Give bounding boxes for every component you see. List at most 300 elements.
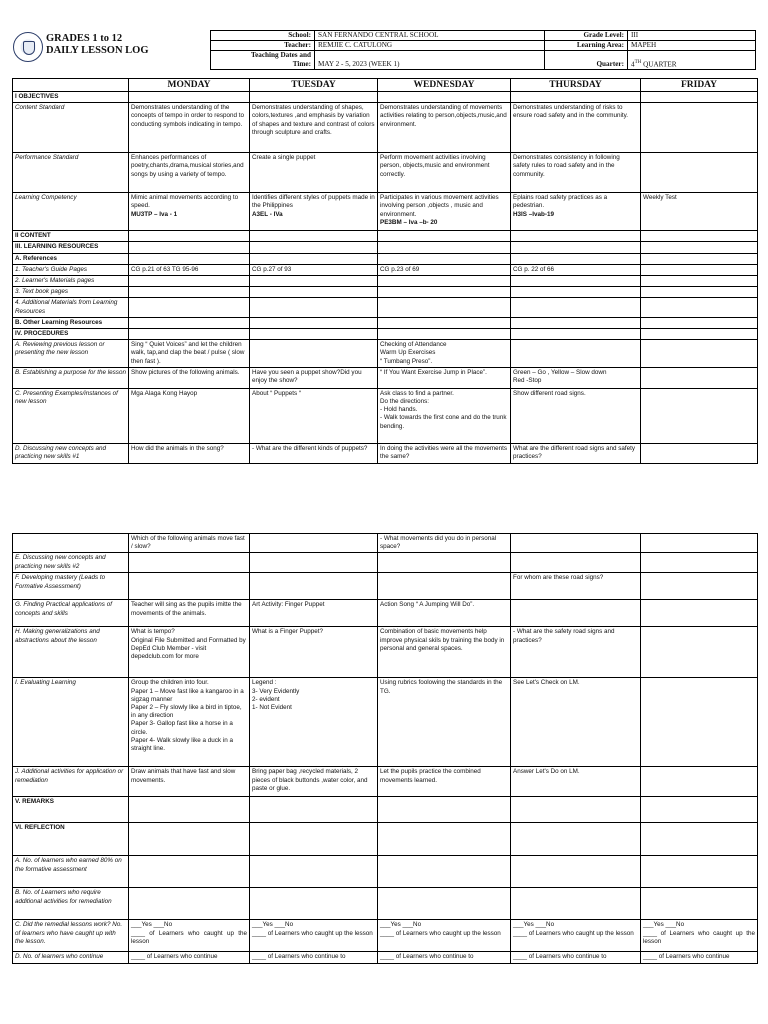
- cell-wednesday: [378, 242, 511, 253]
- cell-monday: [129, 856, 250, 888]
- table-row: [13, 276, 758, 287]
- table-row: [13, 573, 758, 600]
- competency-code: A3EL - IVa: [252, 210, 283, 218]
- cell-text: CG p. 22 of 66: [513, 265, 554, 273]
- cell-text: Art Activity: Finger Puppet: [252, 601, 325, 609]
- day-header-thursday: THURSDAY: [511, 79, 641, 92]
- cell-monday: [129, 298, 250, 317]
- cell-text: What is a Finger Puppet?: [252, 628, 324, 636]
- cell-text: CG p.27 of 93: [252, 265, 292, 273]
- cell-thursday: [511, 253, 641, 264]
- cell-text: Demonstrates consistency in following safety rules to road safety and in the community.: [513, 154, 620, 178]
- school-label: School:: [211, 31, 315, 41]
- dates-value: MAY 2 - 5, 2023 (WEEK 1): [315, 51, 545, 70]
- cell-text: Bring paper bag ,recycled materials, 2 pieces of black buttonds ,water color, and paste or glue.: [252, 768, 368, 792]
- table-row: [13, 287, 758, 298]
- cell-text: Demonstrates understanding of risks to ensure road safety and in the community.: [513, 104, 629, 120]
- cell-text: Legend : 3- Very Evidently 2- evident 1- Not Evident: [252, 679, 300, 712]
- cell-wednesday: [378, 823, 511, 856]
- school-value: SAN FERNANDO CENTRAL SCHOOL: [315, 31, 545, 41]
- row-label-g-finding-practical-applications-of-concepts-and-skills: G. Finding Practical applications of concepts and skills: [13, 600, 129, 627]
- row-label-b-no-of-learners-who-require-additional-activities-for-remediation: B. No. of Learners who require additional activities for remediation: [13, 888, 129, 920]
- row-label-j-additional-activities-for-application-or-remediation: J. Additional activities for application or remediation: [13, 767, 129, 797]
- cell-tuesday: [250, 298, 378, 317]
- cell-monday: [129, 823, 250, 856]
- cell-wednesday: [378, 317, 511, 328]
- teacher-value: REMJIE C. CATULONG: [315, 41, 545, 51]
- cell-text: Combination of basic movements help improve physical skils by training the body in personal and general spaces.: [380, 628, 505, 652]
- cell-monday: [129, 388, 250, 443]
- cell-wednesday: [378, 573, 511, 600]
- cell-friday: [641, 952, 758, 963]
- cell-friday: [641, 823, 758, 856]
- cell-monday: [129, 193, 250, 231]
- cell-monday: [129, 329, 250, 340]
- area-label: Learning Area:: [545, 41, 628, 51]
- cell-tuesday: [250, 340, 378, 368]
- cell-friday: [641, 534, 758, 553]
- row-label-4-additional-materials-from-learning-resources: 4. Additional Materials from Learning Resources: [13, 298, 129, 317]
- cell-text: Perform movement activities involving person, objects,music and environment correctly.: [380, 154, 490, 178]
- corner-cell: [13, 79, 129, 92]
- cell-text: Draw animals that have fast and slow movements.: [131, 768, 236, 784]
- cell-thursday: [511, 534, 641, 553]
- cell-text: Show different road signs.: [513, 389, 586, 397]
- cell-friday: [641, 767, 758, 797]
- cell-text: ____ of Learners who continue to: [380, 953, 474, 961]
- cell-tuesday: [250, 231, 378, 242]
- cell-wednesday: [378, 367, 511, 388]
- cell-thursday: [511, 823, 641, 856]
- cell-monday: [129, 153, 250, 193]
- cell-thursday: [511, 276, 641, 287]
- cell-text: For whom are these road signs?: [513, 574, 604, 582]
- cell-thursday: [511, 367, 641, 388]
- quarter-number: 4: [631, 60, 635, 68]
- cell-text: How did the animals in the song?: [131, 444, 224, 452]
- cell-monday: [129, 264, 250, 275]
- cell-thursday: [511, 317, 641, 328]
- cell-friday: [641, 153, 758, 193]
- cell-monday: [129, 678, 250, 767]
- cell-wednesday: [378, 553, 511, 573]
- cell-thursday: [511, 573, 641, 600]
- cell-friday: [641, 856, 758, 888]
- grade-value: III: [628, 31, 756, 41]
- cell-thursday: [511, 797, 641, 823]
- cell-thursday: [511, 231, 641, 242]
- competency-code: PE3BM – Iva –b- 20: [380, 218, 438, 226]
- cell-text: ____ of Learners who continue: [131, 953, 218, 961]
- row-label-d-discussing-new-concepts-and-practicing-new-skills-1: D. Discussing new concepts and practicing new skills #1: [13, 443, 129, 463]
- cell-friday: [641, 553, 758, 573]
- quarter-word: QUARTER: [643, 60, 677, 68]
- cell-friday: [641, 103, 758, 153]
- cell-thursday: [511, 767, 641, 797]
- day-header-monday: MONDAY: [129, 79, 250, 92]
- cell-tuesday: [250, 553, 378, 573]
- row-label-content-standard: Content Standard: [13, 103, 129, 153]
- cell-monday: [129, 340, 250, 368]
- cell-tuesday: [250, 103, 378, 153]
- cell-wednesday: [378, 920, 511, 952]
- table-row: [13, 193, 758, 231]
- day-header-friday: FRIDAY: [641, 79, 758, 92]
- cell-tuesday: [250, 952, 378, 963]
- table-row: [13, 153, 758, 193]
- table-row: [13, 264, 758, 275]
- row-label-f-developing-mastery-leads-to-formative-assessment: F. Developing mastery (Leads to Formative Assessment): [13, 573, 129, 600]
- cell-text: ___Yes ___No ____ of Learners who caught up the lesson: [643, 921, 755, 945]
- cell-text: Checking of Attendance Warm Up Exercises “ Tumbang Preso”.: [380, 341, 447, 365]
- cell-text: - What movements did you do in personal space?: [380, 535, 497, 551]
- title-line-1: GRADES 1 to 12: [46, 33, 123, 44]
- cell-wednesday: [378, 276, 511, 287]
- cell-wednesday: [378, 888, 511, 920]
- cell-friday: [641, 627, 758, 678]
- lesson-log-table-part2: [12, 533, 758, 964]
- cell-tuesday: [250, 920, 378, 952]
- cell-text: Show pictures of the following animals.: [131, 368, 240, 376]
- cell-text: Answer Let's Do on LM.: [513, 768, 580, 776]
- table-row: [13, 767, 758, 797]
- cell-tuesday: [250, 367, 378, 388]
- cell-thursday: [511, 856, 641, 888]
- cell-text: Eplains road safety practices as a pedestrian.: [513, 194, 608, 210]
- cell-monday: [129, 253, 250, 264]
- cell-text: ___Yes ___No ____ of Learners who caught up the lesson: [252, 921, 373, 937]
- cell-wednesday: [378, 329, 511, 340]
- cell-monday: [129, 242, 250, 253]
- cell-monday: [129, 103, 250, 153]
- cell-thursday: [511, 264, 641, 275]
- cell-text: Create a single puppet: [252, 154, 316, 162]
- cell-text: Demonstrates understanding of the concepts of tempo in order to respond to conducting symbols indicating in tempo.: [131, 104, 245, 128]
- cell-friday: [641, 678, 758, 767]
- table-row: [13, 340, 758, 368]
- cell-text: Action Song “ A Jumping Will Do”.: [380, 601, 475, 609]
- cell-text: Participates in various movement activities involving person ,objects , music and environment.: [380, 194, 499, 218]
- cell-text: ____ of Learners who continue to: [252, 953, 346, 961]
- cell-wednesday: [378, 287, 511, 298]
- cell-wednesday: [378, 193, 511, 231]
- cell-tuesday: [250, 264, 378, 275]
- cell-friday: [641, 388, 758, 443]
- table-row: [13, 856, 758, 888]
- cell-friday: [641, 193, 758, 231]
- teacher-label: Teacher:: [211, 41, 315, 51]
- cell-monday: [129, 627, 250, 678]
- table-row: [13, 443, 758, 463]
- cell-tuesday: [250, 797, 378, 823]
- cell-monday: [129, 92, 250, 103]
- cell-monday: [129, 797, 250, 823]
- dates-label: [211, 51, 315, 70]
- cell-monday: [129, 952, 250, 963]
- cell-friday: [641, 797, 758, 823]
- cell-wednesday: [378, 264, 511, 275]
- cell-friday: [641, 443, 758, 463]
- cell-monday: [129, 888, 250, 920]
- cell-tuesday: [250, 534, 378, 553]
- cell-text: ____ of Learners who continue: [643, 953, 730, 961]
- cell-wednesday: [378, 388, 511, 443]
- cell-friday: [641, 329, 758, 340]
- cell-friday: [641, 298, 758, 317]
- area-value: MAPEH: [628, 41, 756, 51]
- quarter-suffix: TH: [634, 59, 642, 65]
- cell-text: Mga Alaga Kong Hayop: [131, 389, 198, 397]
- cell-tuesday: [250, 287, 378, 298]
- title-line-2: DAILY LESSON LOG: [46, 45, 149, 56]
- header-info-table: [210, 30, 756, 70]
- document-title: [46, 33, 149, 57]
- cell-text: “ If You Want Exercise Jump in Place”.: [380, 368, 487, 376]
- cell-text: Sing “ Quiet Voices” and let the children walk, tap,and clap the beat / pulse ( slow then fast ).: [131, 341, 245, 365]
- cell-tuesday: [250, 823, 378, 856]
- cell-tuesday: [250, 253, 378, 264]
- row-label-ii-content: II CONTENT: [13, 231, 129, 242]
- cell-monday: [129, 534, 250, 553]
- table-row: [13, 627, 758, 678]
- cell-text: Ask class to find a partner. Do the directions: - Hold hands. - Walk towards the first cone and do the trunk bending.: [380, 389, 507, 430]
- table-row: [13, 920, 758, 952]
- table-row: [13, 298, 758, 317]
- cell-thursday: [511, 627, 641, 678]
- table-row: [13, 600, 758, 627]
- table-row: [13, 253, 758, 264]
- cell-text: - What are the different kinds of puppets?: [252, 444, 368, 452]
- cell-wednesday: [378, 600, 511, 627]
- cell-tuesday: [250, 388, 378, 443]
- cell-thursday: [511, 287, 641, 298]
- cell-friday: [641, 253, 758, 264]
- quarter-label: Quarter:: [545, 51, 628, 70]
- row-label-h-making-generalizations-and-abstractions-about-the-lesson: H. Making generalizations and abstractions about the lesson: [13, 627, 129, 678]
- table-row: [13, 103, 758, 153]
- cell-friday: [641, 242, 758, 253]
- cell-thursday: [511, 553, 641, 573]
- cell-monday: [129, 367, 250, 388]
- cell-tuesday: [250, 92, 378, 103]
- cell-text: ___Yes ___No ____ of Learners who caught up the lesson: [131, 921, 247, 945]
- row-label-i-objectives: I OBJECTIVES: [13, 92, 129, 103]
- deped-seal-icon: [13, 32, 43, 62]
- row-label-3-text-book-pages: 3. Text book pages: [13, 287, 129, 298]
- row-label-v-remarks: V. REMARKS: [13, 797, 129, 823]
- table-row: [13, 888, 758, 920]
- cell-thursday: [511, 678, 641, 767]
- cell-monday: [129, 600, 250, 627]
- cell-text: Weekly Test: [643, 194, 677, 202]
- cell-text: In doing the activities were all the movements the same?: [380, 444, 508, 461]
- cell-thursday: [511, 952, 641, 963]
- cell-thursday: [511, 888, 641, 920]
- table-row: [13, 553, 758, 573]
- row-label-iv-procedures: IV. PROCEDURES: [13, 329, 129, 340]
- table-row: [13, 92, 758, 103]
- cell-wednesday: [378, 797, 511, 823]
- cell-friday: [641, 317, 758, 328]
- row-label-a-no-of-learners-who-earned-80-on-the-formative-assessment: A. No. of learners who earned 80% on the formative assessment: [13, 856, 129, 888]
- cell-friday: [641, 367, 758, 388]
- cell-thursday: [511, 340, 641, 368]
- cell-tuesday: [250, 276, 378, 287]
- cell-text: What is tempo? Original File Submitted and Formatted by DepEd Club Member - visit depedclub.com for more: [131, 628, 246, 661]
- cell-text: Demonstrates understanding of movements activities relating to person,objects,music,and environment.: [380, 104, 507, 128]
- table-row: [13, 823, 758, 856]
- cell-monday: [129, 276, 250, 287]
- day-header-tuesday: TUESDAY: [250, 79, 378, 92]
- cell-thursday: [511, 600, 641, 627]
- cell-friday: [641, 287, 758, 298]
- row-label-b-other-learning-resources: B. Other Learning Resources: [13, 317, 129, 328]
- cell-monday: [129, 920, 250, 952]
- cell-thursday: [511, 443, 641, 463]
- table-row: [13, 317, 758, 328]
- row-label-a-references: A. References: [13, 253, 129, 264]
- cell-wednesday: [378, 678, 511, 767]
- cell-tuesday: [250, 678, 378, 767]
- cell-wednesday: [378, 856, 511, 888]
- cell-tuesday: [250, 443, 378, 463]
- cell-tuesday: [250, 329, 378, 340]
- cell-friday: [641, 340, 758, 368]
- table-row: [13, 952, 758, 963]
- cell-text: Enhances performances of poetry,chants,drama,musical stories,and songs by using a variety of tempo.: [131, 154, 244, 178]
- cell-monday: [129, 317, 250, 328]
- cell-tuesday: [250, 193, 378, 231]
- cell-thursday: [511, 103, 641, 153]
- cell-monday: [129, 443, 250, 463]
- row-label-b-establishing-a-purpose-for-the-lesson: B. Establishing a purpose for the lesson: [13, 367, 129, 388]
- cell-text: Green – Go , Yellow – Slow down Red -Stop: [513, 368, 607, 385]
- cell-text: What are the different road signs and safety practices?: [513, 444, 636, 461]
- cell-friday: [641, 92, 758, 103]
- row-label-i-evaluating-learning: I. Evaluating Learning: [13, 678, 129, 767]
- cell-friday: [641, 920, 758, 952]
- row-label-c-did-the-remedial-lessons-work-no-of-learners-who-have-caught-up-with-the-lesson: C. Did the remedial lessons work? No. of learners who have caught up with the lesson.: [13, 920, 129, 952]
- cell-thursday: [511, 242, 641, 253]
- grade-label: Grade Level:: [545, 31, 628, 41]
- cell-thursday: [511, 388, 641, 443]
- cell-thursday: [511, 153, 641, 193]
- cell-friday: [641, 264, 758, 275]
- table-row: [13, 388, 758, 443]
- row-label-vi-reflection: VI. REFLECTION: [13, 823, 129, 856]
- competency-code: H3IS –Ivab-19: [513, 210, 554, 218]
- cell-wednesday: [378, 340, 511, 368]
- cell-text: Demonstrates understanding of shapes, colors,textures ,and emphasis by variation of shapes and texture and contrast of colors through sculpture and crafts.: [252, 104, 375, 136]
- cell-wednesday: [378, 231, 511, 242]
- row-label-a-reviewing-previous-lesson-or-presenting-the-new-lesson: A. Reviewing previous lesson or presenting the new lesson: [13, 340, 129, 368]
- cell-text: Identifies different styles of puppets made in the Philippines: [252, 194, 375, 210]
- cell-text: Have you seen a puppet show?Did you enjoy the show?: [252, 368, 362, 385]
- table-row: [13, 242, 758, 253]
- cell-text: Using rubrics foolowing the standards in the TG.: [380, 679, 503, 695]
- cell-tuesday: [250, 888, 378, 920]
- cell-text: CG p.21 of 63 TG 95-96: [131, 265, 199, 273]
- cell-wednesday: [378, 153, 511, 193]
- table-row: [13, 367, 758, 388]
- cell-monday: [129, 573, 250, 600]
- cell-wednesday: [378, 627, 511, 678]
- row-label-c-presenting-examples-instances-of-new-lesson: C. Presenting Examples/instances of new lesson: [13, 388, 129, 443]
- cell-wednesday: [378, 103, 511, 153]
- cell-text: - What are the safety road signs and practices?: [513, 628, 615, 644]
- cell-thursday: [511, 193, 641, 231]
- day-header-row: [13, 79, 758, 92]
- cell-friday: [641, 600, 758, 627]
- cell-tuesday: [250, 153, 378, 193]
- cell-monday: [129, 767, 250, 797]
- cell-text: Mimic animal movements according to speed.: [131, 194, 239, 210]
- cell-tuesday: [250, 627, 378, 678]
- table-row: [13, 797, 758, 823]
- competency-code: MU3TP – Iva - 1: [131, 210, 178, 218]
- quarter-value: [628, 51, 756, 70]
- cell-text: ___Yes ___No ____ of Learners who caught up the lesson: [513, 921, 634, 937]
- cell-text: CG p.23 of 69: [380, 265, 420, 273]
- cell-tuesday: [250, 317, 378, 328]
- day-header-wednesday: WEDNESDAY: [378, 79, 511, 92]
- table-row: [13, 329, 758, 340]
- cell-thursday: [511, 92, 641, 103]
- row-label-continued: [13, 534, 129, 553]
- cell-text: ____ of Learners who continue to: [513, 953, 607, 961]
- lesson-log-table-part1: [12, 78, 758, 464]
- cell-friday: [641, 573, 758, 600]
- row-label-1-teacher-s-guide-pages: 1. Teacher's Guide Pages: [13, 264, 129, 275]
- row-label-d-no-of-learners-who-continue: D. No. of learners who continue: [13, 952, 129, 963]
- cell-thursday: [511, 329, 641, 340]
- table-row: [13, 231, 758, 242]
- cell-text: Which of the following animals move fast / slow?: [131, 535, 245, 551]
- cell-text: Let the pupils practice the combined movements learned.: [380, 768, 481, 784]
- cell-monday: [129, 287, 250, 298]
- cell-wednesday: [378, 253, 511, 264]
- dates-label-line-2: Time:: [292, 60, 311, 68]
- row-label-learning-competency: Learning Competency: [13, 193, 129, 231]
- table-row: [13, 678, 758, 767]
- cell-text: See Let's Check on LM.: [513, 679, 580, 687]
- cell-wednesday: [378, 298, 511, 317]
- cell-tuesday: [250, 242, 378, 253]
- cell-thursday: [511, 920, 641, 952]
- row-label-performance-standard: Performance Standard: [13, 153, 129, 193]
- cell-text: About “ Puppets “: [252, 389, 302, 397]
- cell-friday: [641, 888, 758, 920]
- row-label-iii-learning-resources: III. LEARNING RESOURCES: [13, 242, 129, 253]
- cell-text: ___Yes ___No ____ of Learners who caught up the lesson: [380, 921, 501, 937]
- cell-thursday: [511, 298, 641, 317]
- cell-friday: [641, 276, 758, 287]
- cell-monday: [129, 553, 250, 573]
- cell-wednesday: [378, 534, 511, 553]
- cell-text: Group the children into four. Paper 1 – Move fast like a kangaroo in a sigzag manner Paper 2 – Fly slowly like a bird in tiptoe, in any direction Paper 3- Gallop fast like a horse in a circle. Paper 4- Walk slowly like a duck in a straight line.: [131, 679, 244, 753]
- cell-tuesday: [250, 767, 378, 797]
- row-label-2-learner-s-materials-pages: 2. Learner's Materials pages: [13, 276, 129, 287]
- cell-tuesday: [250, 856, 378, 888]
- cell-wednesday: [378, 952, 511, 963]
- row-label-e-discussing-new-concepts-and-practicing-new-skills-2: E. Discussing new concepts and practicing new skills #2: [13, 553, 129, 573]
- table-row: [13, 534, 758, 553]
- cell-wednesday: [378, 767, 511, 797]
- cell-monday: [129, 231, 250, 242]
- dates-label-line-1: Teaching Dates and: [250, 51, 311, 59]
- cell-tuesday: [250, 600, 378, 627]
- cell-friday: [641, 231, 758, 242]
